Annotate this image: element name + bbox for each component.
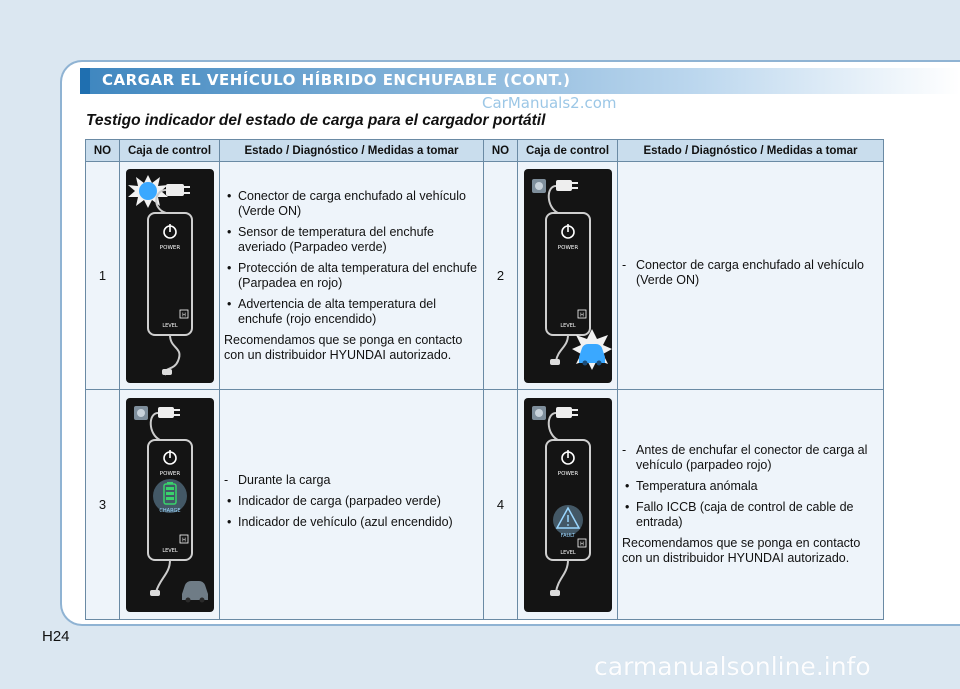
- status-description-2: [618, 162, 884, 390]
- charge-label: CHARGE: [158, 507, 181, 514]
- status-description-3: [220, 390, 484, 620]
- row-number: 2: [484, 162, 518, 390]
- plug-icon: [556, 407, 578, 418]
- dealer-note: Recomendamos que se ponga en contacto con un distribuidor HYUNDAI autorizado.: [622, 536, 861, 565]
- status-bullets: [224, 494, 479, 530]
- header-status: Estado / Diagnóstico / Medidas a tomar: [220, 140, 484, 162]
- header-status: Estado / Diagnóstico / Medidas a tomar: [618, 140, 884, 162]
- power-label: POWER: [159, 470, 180, 477]
- power-icon: [562, 224, 574, 238]
- status-line: - Durante la carga: [224, 473, 331, 487]
- level-label: LEVEL: [559, 322, 576, 329]
- section-title: CARGAR EL VEHÍCULO HÍBRIDO ENCHUFABLE (CONT.): [102, 71, 571, 89]
- list-item: • Fallo ICCB (caja de control de cable de entrada): [622, 500, 879, 530]
- charger-illustration-2: [524, 169, 612, 383]
- header-box: Caja de control: [518, 140, 618, 162]
- level-label: LEVEL: [559, 549, 576, 556]
- list-item: • Temperatura anómala: [622, 479, 879, 494]
- control-box-image: [518, 390, 618, 620]
- charger-drawing: [126, 398, 214, 612]
- header-no: NO: [86, 140, 120, 162]
- list-item: • Sensor de temperatura del enchufe averiado (Parpadeo verde): [224, 225, 479, 255]
- table-header-row: [86, 140, 884, 162]
- power-label: POWER: [557, 470, 578, 477]
- charger-drawing: [524, 398, 612, 612]
- power-icon: [164, 224, 176, 238]
- dealer-note: Recomendamos que se ponga en contacto con un distribuidor HYUNDAI autorizado.: [224, 332, 463, 362]
- list-item: • Advertencia de alta temperatura del enchufe (rojo encendido): [224, 297, 479, 327]
- status-description-4: [618, 390, 884, 620]
- table-row: [86, 390, 884, 620]
- list-item: • Protección de alta temperatura del enchufe (Parpadea en rojo): [224, 261, 479, 291]
- plug-status-icon: [532, 406, 546, 420]
- charger-drawing: [524, 169, 612, 383]
- charger-illustration-3: [126, 398, 214, 612]
- control-box-image: [120, 390, 220, 620]
- vehicle-icon: [182, 581, 208, 603]
- page-subtitle: Testigo indicador del estado de carga para el cargador portátil: [86, 112, 546, 129]
- plug-icon: [158, 407, 180, 418]
- level-label: LEVEL: [161, 547, 178, 554]
- power-icon: [562, 450, 574, 464]
- status-bullets: [622, 479, 879, 530]
- header-box: Caja de control: [120, 140, 220, 162]
- level-badge: H: [181, 537, 186, 543]
- row-number: 4: [484, 390, 518, 620]
- list-item: • Indicador de vehículo (azul encendido): [224, 515, 479, 530]
- fault-label: FAULT: [560, 532, 575, 539]
- status-description-1: [220, 162, 484, 390]
- status-bullets: [224, 189, 479, 327]
- watermark-top[interactable]: CarManuals2.com: [482, 94, 617, 112]
- charger-illustration-1: [126, 169, 214, 383]
- status-text: Durante la carga: [238, 473, 331, 487]
- power-label: POWER: [557, 244, 578, 251]
- control-box-image: [120, 162, 220, 390]
- table-row: [86, 162, 884, 390]
- header-no: NO: [484, 140, 518, 162]
- charge-status-table: [85, 139, 884, 620]
- row-number: 3: [86, 390, 120, 620]
- plug-status-icon: [134, 406, 148, 420]
- list-item: • Indicador de carga (parpadeo verde): [224, 494, 479, 509]
- page-number: H24: [42, 628, 70, 645]
- list-item: • Conector de carga enchufado al vehículo (Verde ON): [224, 189, 479, 219]
- charger-drawing: [126, 169, 214, 383]
- status-line: - Conector de carga enchufado al vehículo (Verde ON): [622, 257, 864, 287]
- plug-icon: [556, 180, 578, 191]
- level-badge: H: [579, 312, 584, 318]
- charger-illustration-4: [524, 398, 612, 612]
- status-text: Antes de enchufar el conector de carga al vehículo (parpadeo rojo): [636, 443, 868, 472]
- status-line: - Antes de enchufar el conector de carga al vehículo (parpadeo rojo): [622, 443, 868, 472]
- power-label: POWER: [159, 244, 180, 251]
- power-icon: [164, 450, 176, 464]
- watermark-bottom[interactable]: carmanualsonline.info: [594, 652, 871, 681]
- plug-status-icon: [532, 179, 546, 193]
- fault-warning-icon: [553, 505, 583, 535]
- status-text: Conector de carga enchufado al vehículo (Verde ON): [636, 257, 864, 287]
- level-badge: H: [181, 312, 186, 318]
- section-header-accent: [80, 68, 90, 94]
- level-label: LEVEL: [161, 322, 178, 329]
- row-number: 1: [86, 162, 120, 390]
- plug-icon: [166, 184, 190, 196]
- control-box-image: [518, 162, 618, 390]
- level-badge: H: [579, 541, 584, 547]
